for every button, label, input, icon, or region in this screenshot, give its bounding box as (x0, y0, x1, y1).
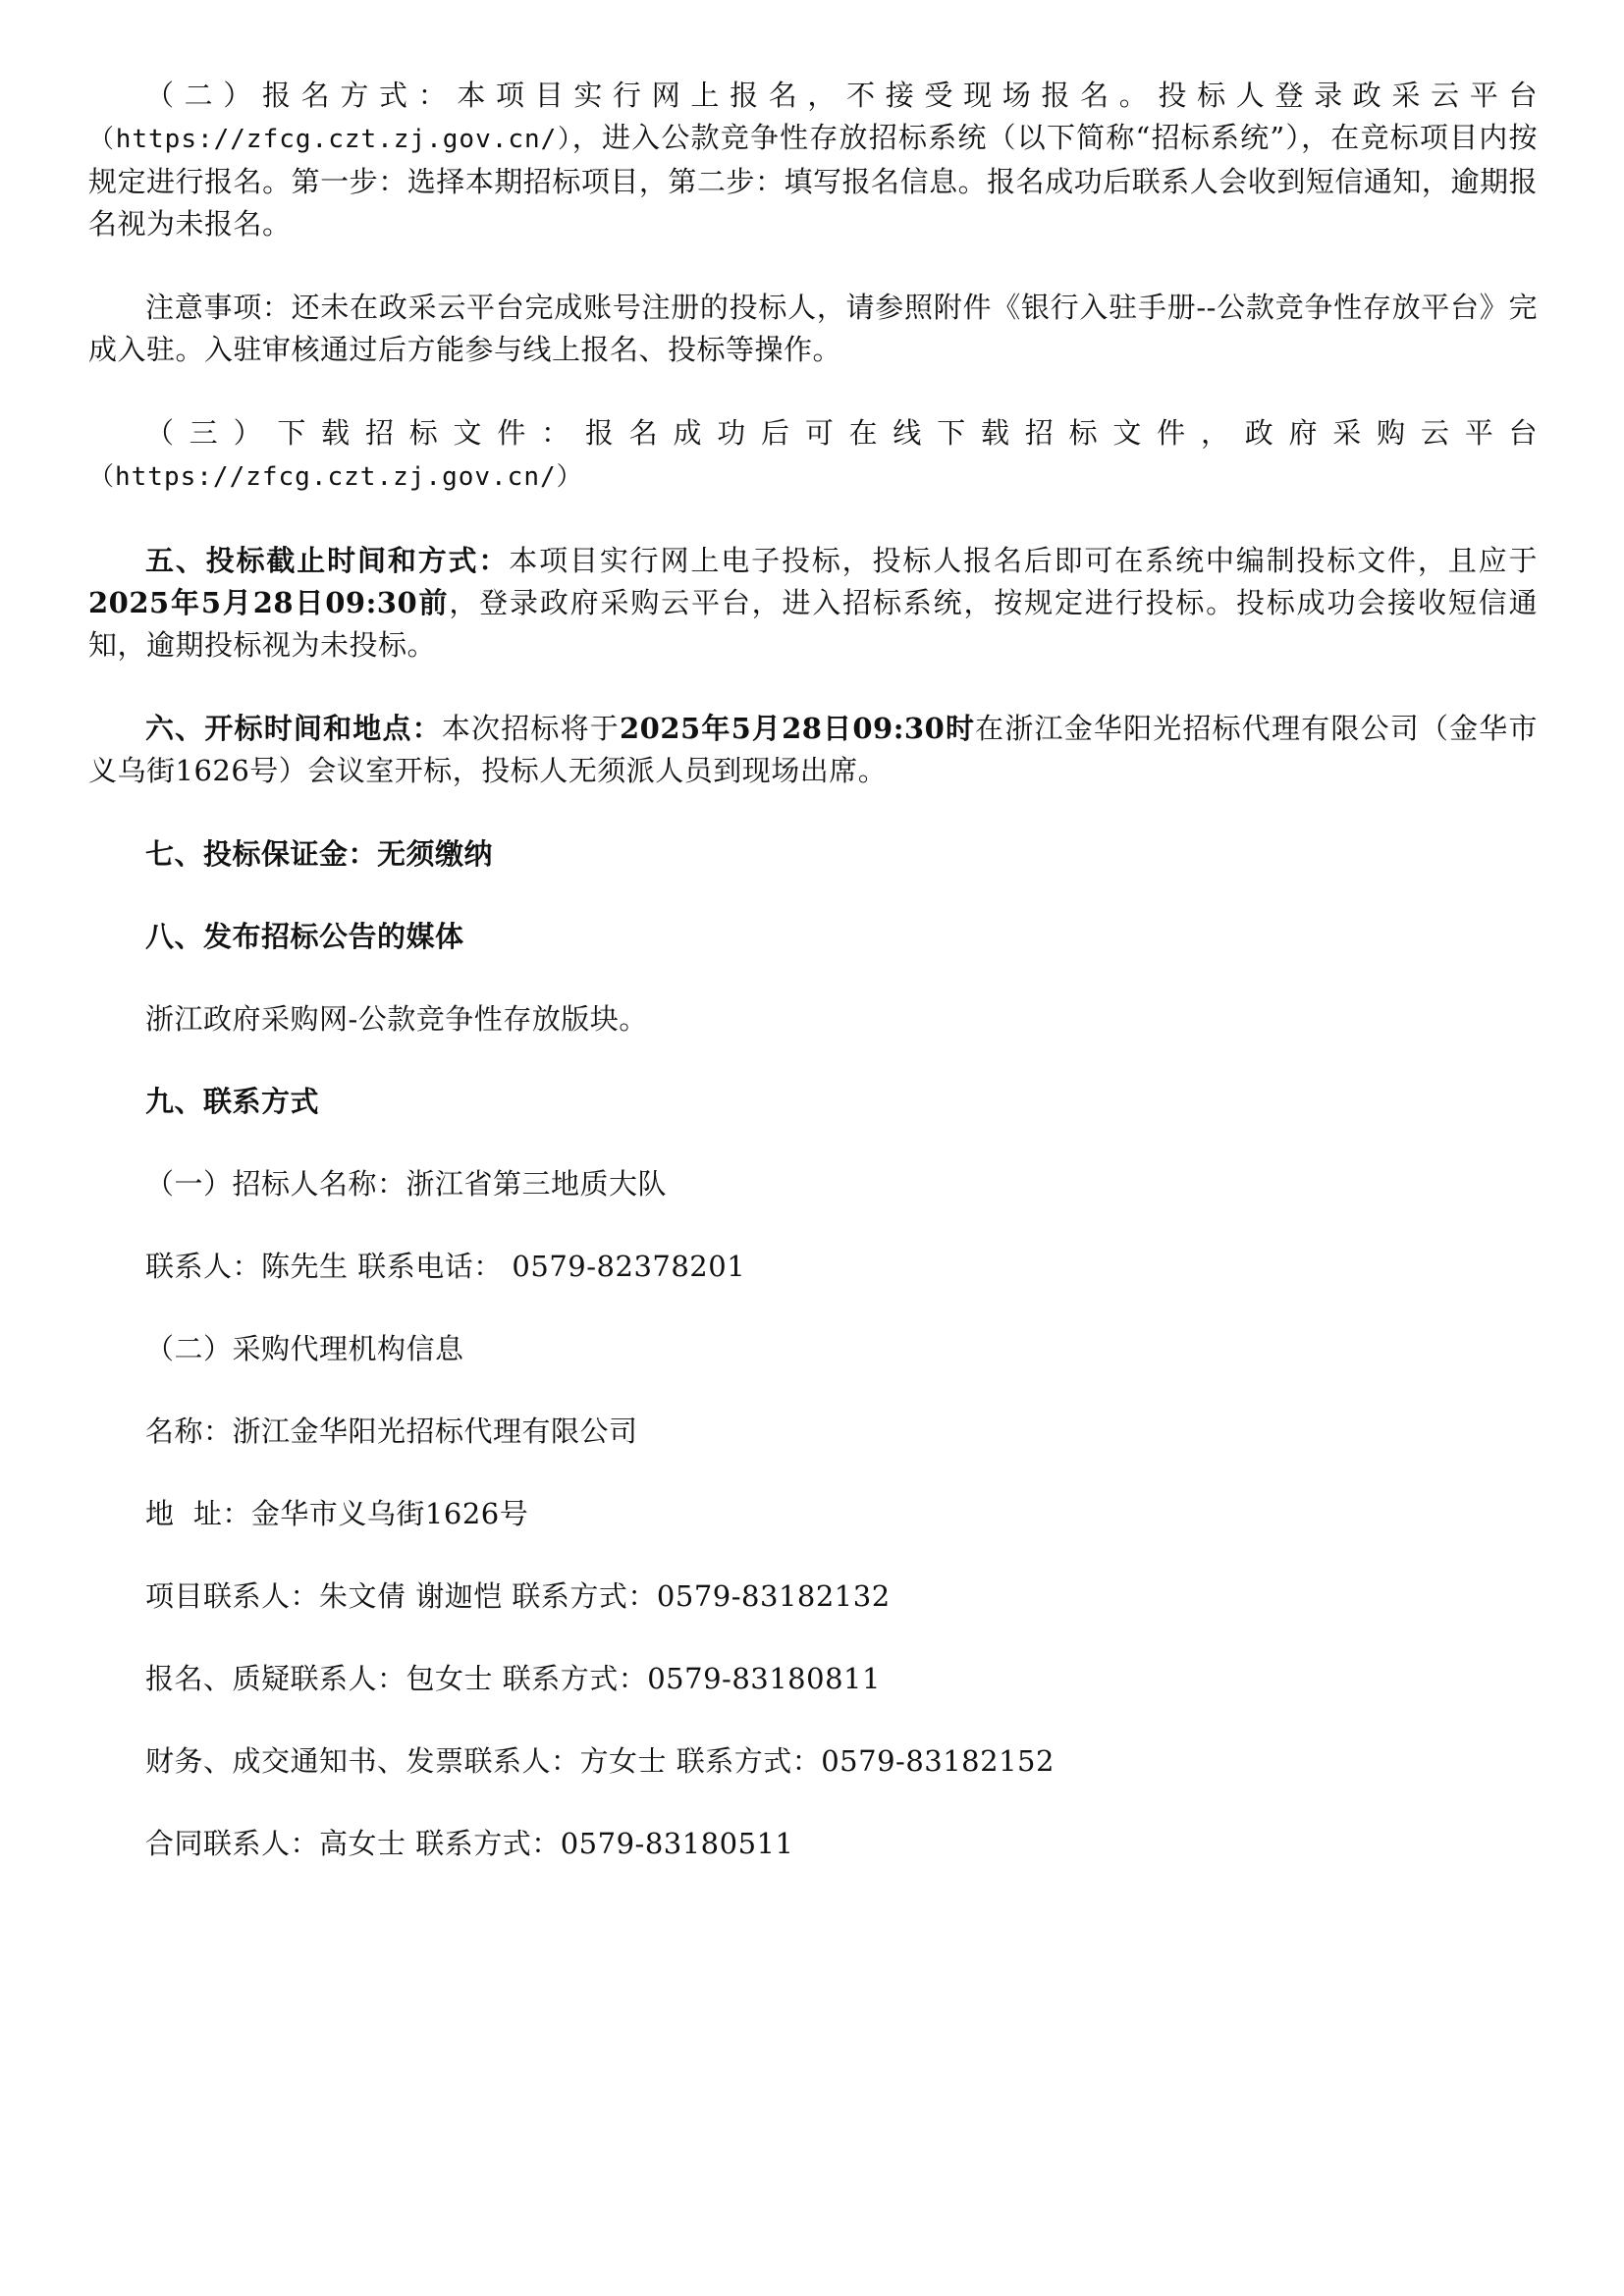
agency-name: 名称：浙江金华阳光招标代理有限公司 (145, 1415, 638, 1448)
platform-url-2: （https://zfcg.czt.zj.gov.cn/） (88, 462, 583, 492)
platform-url-1: （https://zfcg.czt.zj.gov.cn/） (88, 125, 572, 154)
notice-paragraph: 注意事项：还未在政采云平台完成账号注册的投标人，请参照附件《银行入驻手册--公款竞争性存放平台》完成入驻。入驻审核通过后方能参与线上报名、投标等操作。 (88, 291, 1538, 366)
section5-text-1: 本项目实行网上电子投标，投标人报名后即可在系统中编制投标文件，且应于 (509, 544, 1538, 577)
download-paragraph (88, 412, 1538, 499)
document-body (88, 75, 1538, 1905)
contract-contact: 合同联系人：高女士 联系方式：0579-83180511 (145, 1827, 794, 1860)
agency-title: （二）采购代理机构信息 (145, 1332, 464, 1365)
section6-paragraph (88, 708, 1538, 792)
section5-deadline: 2025年5月28日09:30前 (88, 586, 450, 619)
section8-title: 八、发布招标公告的媒体 (145, 920, 464, 953)
section8-text: 浙江政府采购网-公款竞争性存放版块。 (145, 1002, 648, 1036)
registration-method-paragraph (88, 75, 1538, 245)
agency-address: 地 址：金华市义乌街1626号 (145, 1497, 529, 1530)
registration-contact: 报名、质疑联系人：包女士 联系方式：0579-83180811 (145, 1662, 881, 1695)
tenderer-name: （一）招标人名称：浙江省第三地质大队 (145, 1167, 668, 1201)
section6-title: 六、开标时间和地点： (145, 712, 442, 745)
section5-paragraph (88, 540, 1538, 667)
registration-method-title: （二）报名方式： (145, 79, 458, 112)
section5-text-2: ，登录政府采购云平台，进入招标系统，按规定进行投标。投标成功会接收短信通知，逾期投标视为未投标。 (88, 586, 1538, 662)
tenderer-contact: 联系人：陈先生 联系电话： 0579-82378201 (145, 1250, 746, 1283)
section7-title: 七、投标保证金：无须缴纳 (145, 837, 494, 871)
section6-text-2: 在浙江金华阳光招标代理有限公司（金华市义乌街1626号）会议室开标，投标人无须派人员到现场出席。 (88, 712, 1538, 787)
section6-time: 2025年5月28日09:30时 (619, 712, 976, 745)
registration-method-text-1: 本项目实行网上报名，不接受现场报名。投标人登录政采云平台 (457, 79, 1538, 112)
section6-text-1: 本次招标将于 (441, 712, 620, 745)
finance-contact: 财务、成交通知书、发票联系人：方女士 联系方式：0579-83182152 (145, 1744, 1055, 1778)
download-text: （三）下载招标文件：报名成功后可在线下载招标文件，政府采购云平台 (145, 416, 1538, 450)
project-contact: 项目联系人：朱文倩 谢迦恺 联系方式：0579-83182132 (145, 1579, 891, 1613)
section5-title: 五、投标截止时间和方式： (145, 544, 510, 577)
section9-title: 九、联系方式 (145, 1085, 320, 1118)
registration-method-text-2: ，进入公款竞争性存放招标系统（以下简称“招标系统”），在竞标项目内按规定进行报名。第一步：选择本期招标项目，第二步：填写报名信息。报名成功后联系人会收到短信通知，逾期报名视为未报名。 (88, 121, 1539, 240)
